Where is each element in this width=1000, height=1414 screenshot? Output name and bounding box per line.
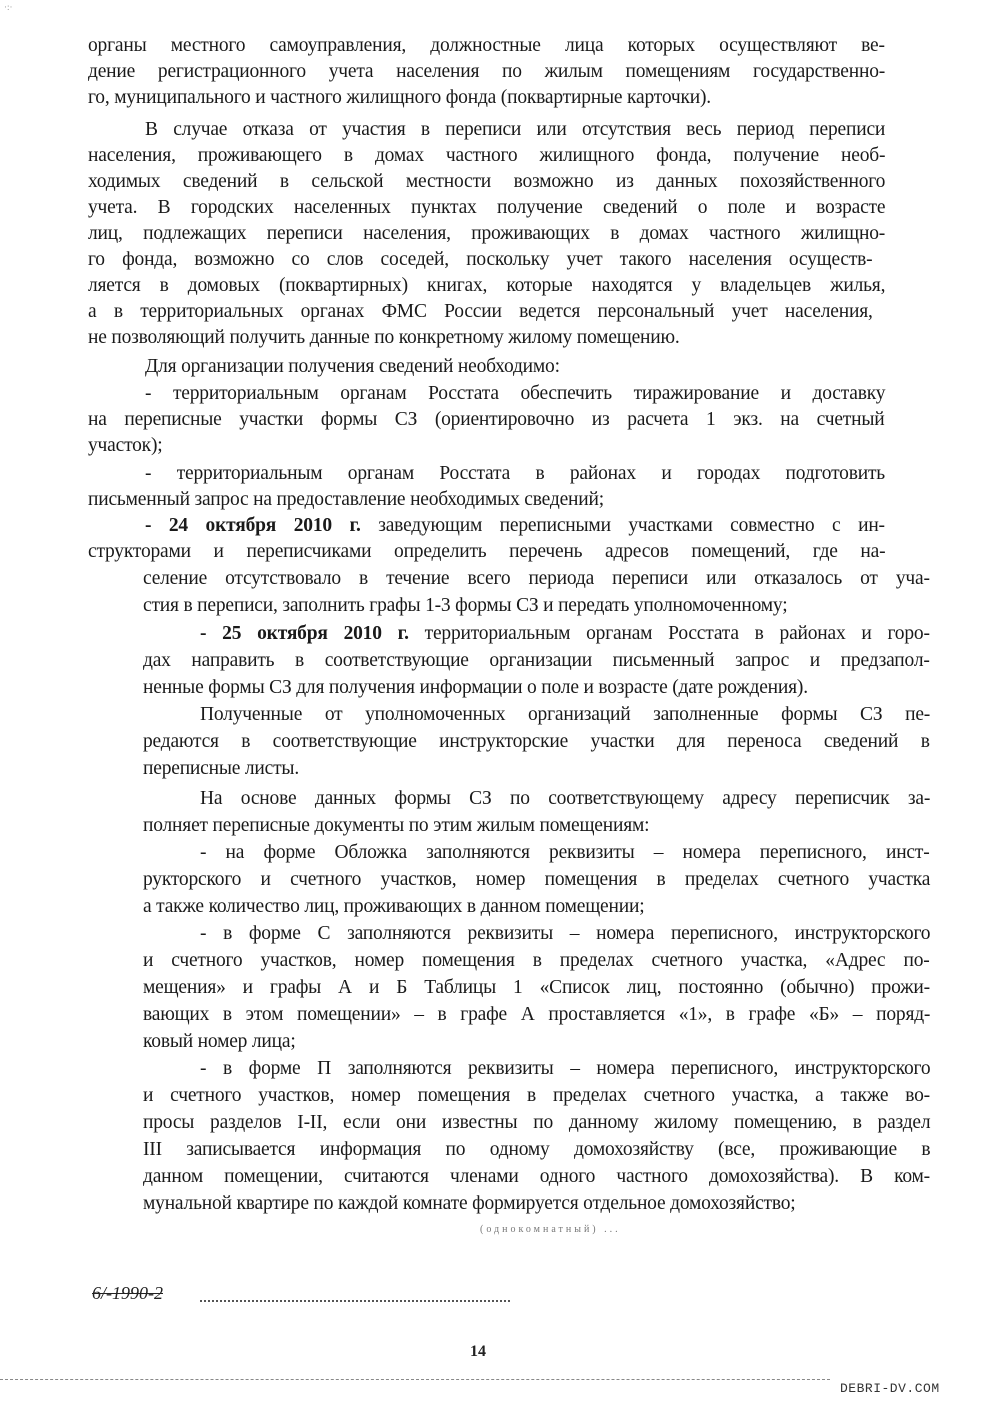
list-item-start: - территориальным органам Росстата обеспечить тиражирование и доставку — [145, 383, 886, 404]
paragraph-start: Для организации получения сведений необходимо: — [145, 356, 560, 377]
text-line: а также количество лиц, проживающих в данном помещении; — [143, 896, 645, 917]
list-item-start: - на форме Обложка заполняются реквизиты – номера переписного, инст- — [200, 842, 930, 863]
text-line: данном помещении, считаются членами одного частного домохозяйства). В ком- — [143, 1166, 930, 1187]
paragraph-start: Полученные от уполномоченных организаций заполненные формы СЗ пе- — [200, 704, 931, 725]
text-line: III записывается информация по одному домохозяйству (все, проживающие в — [143, 1139, 931, 1160]
cut-off-text-fragment: (однокомнатный) ... — [480, 1224, 621, 1235]
text-line: письменный запрос на предоставление необходимых сведений; — [88, 489, 604, 510]
dotted-signature-line — [200, 1300, 510, 1302]
list-item-start: - в форме С заполняются реквизиты – номера переписного, инструкторского — [200, 923, 931, 944]
text-line: а в территориальных органах ФМС России ведется персональный учет населения, — [88, 301, 873, 322]
text-line: го фонда, возможно со слов соседей, поскольку учет такого населения осуществ- — [88, 249, 873, 270]
page-number: 14 — [470, 1343, 486, 1360]
text-line: полняет переписные документы по этим жилым помещениям: — [143, 815, 650, 836]
bold-date: - 25 октября 2010 г. — [200, 623, 409, 644]
handwritten-signature: 6/-1990-2 — [92, 1283, 163, 1303]
text-line: переписные листы. — [143, 758, 300, 779]
text-line: учета. В городских населенных пунктах получение сведений о поле и возрасте — [88, 197, 886, 218]
text-line: стия в переписи, заполнить графы 1-3 формы СЗ и передать уполномоченному; — [143, 595, 788, 616]
text-line: редаются в соответствующие инструкторские участки для переноса сведений в — [143, 731, 930, 752]
text-fragment: территориальным органам Росстата в районах и горо- — [424, 623, 930, 644]
text-fragment: заведующим переписными участками совместно с ин- — [378, 515, 885, 536]
list-item-start — [145, 514, 885, 538]
list-item-start: - в форме П заполняются реквизиты – номера переписного, инструкторского — [200, 1058, 931, 1079]
bold-date: - 24 октября 2010 г. — [145, 515, 361, 536]
text-line: структорами и переписчиками определить перечень адресов помещений, где на- — [88, 541, 886, 562]
text-line: населения, проживающего в домах частного жилищного фонда, получение необ- — [88, 145, 886, 166]
text-line: го, муниципального и частного жилищного фонда (поквартирные карточки). — [88, 87, 711, 108]
text-line: селение отсутствовало в течение всего периода переписи или отказалось от уча- — [143, 568, 930, 589]
text-line: ненные формы СЗ для получения информации о поле и возрасте (дате рождения). — [143, 677, 808, 698]
text-line: и счетного участков, номер помещения в пределах счетного участка, а также во- — [143, 1085, 930, 1106]
text-line: ковый номер лица; — [143, 1031, 296, 1052]
list-item-start — [200, 622, 930, 646]
footer-rule — [0, 1379, 830, 1380]
text-line: дах направить в соответствующие организации письменный запрос и предзапол- — [143, 650, 930, 671]
text-line: участок); — [88, 435, 163, 456]
text-line: ляется в домовых (поквартирных) книгах, которые находятся у владельцев жилья, — [88, 275, 886, 296]
text-line: просы разделов I-II, если они известны по данному жилому помещению, в раздел — [143, 1112, 931, 1133]
paragraph-start: На основе данных формы СЗ по соответствующему адресу переписчик за- — [200, 788, 931, 809]
text-line: органы местного самоуправления, должностные лица которых осуществляют ве- — [88, 35, 885, 56]
list-item-start: - территориальным органам Росстата в районах и городах подготовить — [145, 463, 885, 484]
text-line: мещения» и графы А и Б Таблицы 1 «Список лиц, постоянно (обычно) прожи- — [143, 977, 930, 998]
text-line: дение регистрационного учета населения по жилым помещениям государственно- — [88, 61, 886, 82]
text-line: вающих в этом помещении» – в графе А проставляется «1», в графе «Б» – поряд- — [143, 1004, 931, 1025]
text-line: мунальной квартире по каждой комнате формируется отдельное домохозяйство; — [143, 1193, 796, 1214]
text-line: рукторского и счетного участков, номер помещения в пределах счетного участка — [143, 869, 931, 890]
paragraph-start: В случае отказа от участия в переписи или отсутствия весь период переписи — [145, 119, 886, 140]
text-line: не позволяющий получить данные по конкретному жилому помещению. — [88, 327, 680, 348]
watermark: DEBRI-DV.COM — [840, 1381, 940, 1396]
text-line: лиц, подлежащих переписи населения, проживающих в домах частного жилищно- — [88, 223, 886, 244]
scan-artifact: ·:· — [4, 2, 13, 12]
text-line: и счетного участков, номер помещения в пределах счетного участка, «Адрес по- — [143, 950, 930, 971]
text-line: на переписные участки формы СЗ (ориентировочно из расчета 1 экз. на счетный — [88, 409, 885, 430]
text-line: ходимых сведений в сельской местности возможно из данных похозяйственного — [88, 171, 886, 192]
